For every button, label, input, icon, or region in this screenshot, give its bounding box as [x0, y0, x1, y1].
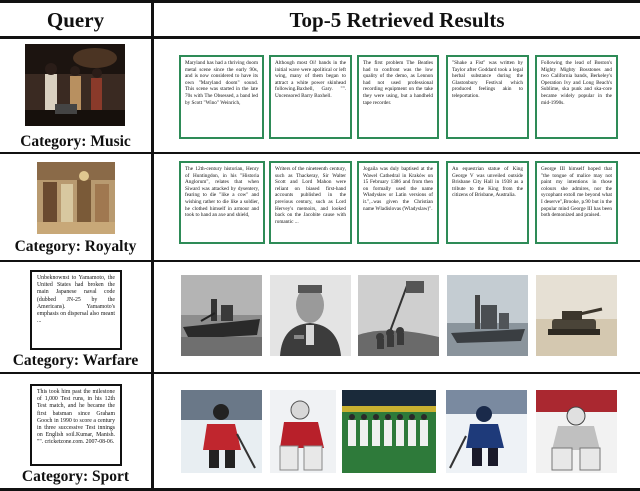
result-text-card: Although most Oi! bands in the initial wave were apolitical or left wing, many of them began to attract a white power skinhead following.Baxhell, Gary. "". Uncensored Barry Baxhell. [269, 55, 352, 139]
result-text-card: "Shake a Fist" was written by Taylor after Goddard took a legal herbal substance during the Glastonbury Festival which produced feelings akin to teleportation. [446, 55, 529, 139]
result-text-card: Jogaila was duly baptised at the Wawel Cathedral in Kraków on 15 February 1386 and from then on formally used the name Władysław or Latin versions of it.",..was given the Christian name Wladislovas (Wladyslaw)". [357, 161, 439, 244]
query-header: Query [46, 8, 105, 32]
result-text-card: Following the lead of Boston's Mighty Mighty Bosstones and two California bands, Berkeley's Operation Ivy and Long Beach's Sublime, ska punk and ska-core became widely popular in the mid-1990s. [535, 55, 618, 139]
category-sport: Category: Sport [21, 468, 130, 485]
row-rule-3 [0, 372, 640, 374]
results-header: Top-5 Retrieved Results [289, 8, 505, 32]
battleship-photo [181, 275, 262, 356]
category-music: Category: Music [20, 133, 131, 150]
category-warfare: Category: Warfare [12, 352, 139, 369]
general-portrait-photo [270, 275, 351, 356]
query-text-card: This took him past the milestone of 1,000 Test runs, in his 12th Test match, and he became the first batsman since Graham Gooch in 1990 to score a century in three successive Test innings on English soil.Kumar, Manish. "". cricketzone.com. 2007-08-06. [30, 384, 122, 466]
result-text-card: The 12th-century historian, Henry of Huntingdon, in his "Historia Anglorum", relates that when Siward was attacked by dysentery, fearing to die "like a cow" and wishing rather to die like a soldier, he clothed himself in armour and took to hand an axe and shield, [179, 161, 265, 244]
row-rule-2 [0, 260, 640, 262]
mosaic-photo [37, 162, 115, 234]
hockey-goalie-photo [536, 390, 617, 473]
query-text-card: Unbeknownst to Yamamoto, the United States had broken the main Japanese naval code (dubbed JN-25 by the Americans). Yamamoto's emphasis on dispersal also meant ... [30, 270, 122, 350]
row-rule-1 [0, 152, 640, 154]
hockey-goalie-photo [270, 390, 336, 473]
warship-photo [447, 275, 528, 356]
concert-photo [25, 44, 125, 126]
soccer-team-photo [342, 390, 436, 473]
result-text-card: An equestrian statue of King George V was unveiled outside Brisbane City Hall in 1938 as a tribute to the King from the citizens of Brisbane, Australia. [446, 161, 529, 244]
result-text-card: Writers of the nineteenth century, such as Thackeray, Sir Walter Scott and Lord Mahon were reliant on biased first-hand accounts published in the previous century, such as Lord Hervey's memoirs, and looked back on the Jacobite cause with romantic ... [269, 161, 352, 244]
flag-raising-photo [358, 275, 439, 356]
result-text-card: George III himself hoped that "the tongue of malice may not paint my intentions in those colours she admires, nor the sycophant extoll me beyond what I deserve",Brooke, p.90 but in the popular mind George III has been both demonized and praised. [535, 161, 618, 244]
category-royalty: Category: Royalty [14, 238, 137, 255]
hockey-player-photo [181, 390, 262, 473]
result-text-card: The first problem The Beatles had to confront was the low quality of the demo, as Lennon had not used professional recording equipment on the take they were using, but a handheld tape recorder. [357, 55, 439, 139]
result-text-card: Maryland has had a thriving doom metal scene since the early 90s, and is now considered to have its own "Maryland doom" sound. This scene was started in the late 70s with The Obsessed, a band led by Scott "Wino" Weinrich, [179, 55, 264, 139]
column-rule [151, 0, 154, 491]
hockey-player-photo [446, 390, 527, 473]
desert-tank-photo [536, 275, 617, 356]
